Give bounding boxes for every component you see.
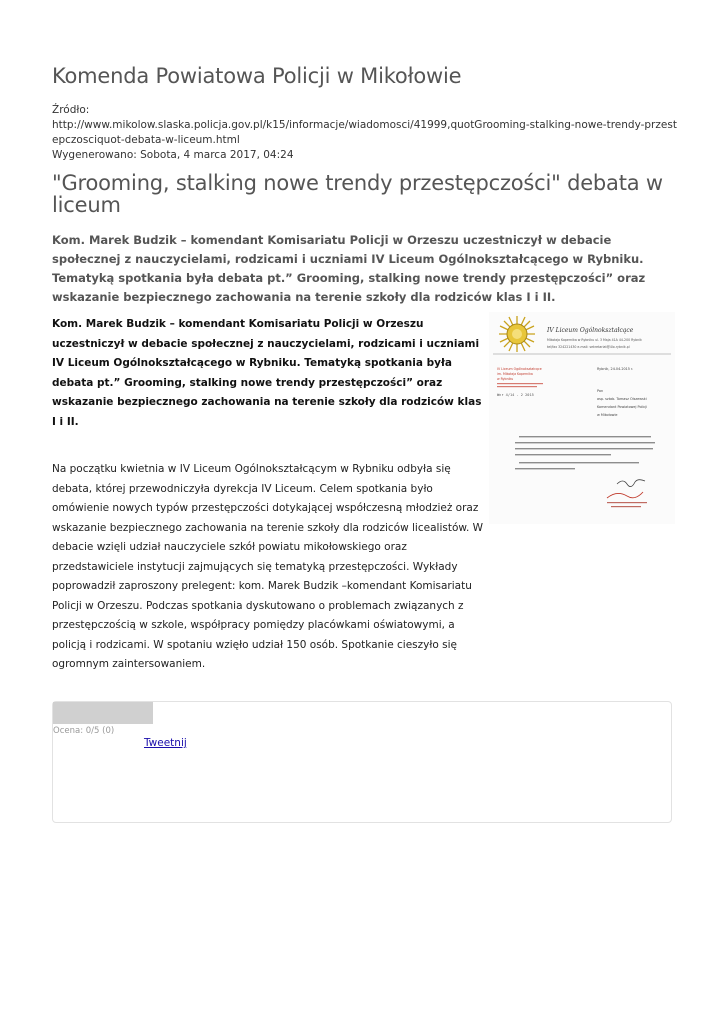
rating-stars-bar[interactable]: [53, 702, 153, 724]
school-contact: tel/fax 324221430 e-mail: sekretariat@4lo.rybnik.pl: [547, 345, 630, 349]
letter-date: Rybnik, 24.04.2015 r.: [597, 367, 634, 371]
addressee-line-2: asp. sztab. Tomasz Olszewski: [597, 397, 647, 401]
reference-number: Wnr 4/14 - 2 2015: [497, 393, 534, 397]
svg-text:im. Mikołaja Kopernika: im. Mikołaja Kopernika: [497, 372, 533, 376]
addressee-line-1: Pan: [597, 389, 604, 393]
letter-scan: [489, 312, 675, 524]
addressee-line-3: Komendant Powiatowej Policji: [597, 405, 648, 409]
school-address: Mikołaja Kopernika w Rybniku ul. 3 Maja 41A 44-200 Rybnik: [547, 338, 642, 342]
article-body: Na początku kwietnia w IV Liceum Ogólnokształcącym w Rybniku odbyła się debata, której przewodniczyła dyrekcja IV Liceum. Celem spotkania było omówienie nowych typów przestępczości dotykającej współczesną młodzież oraz wskazanie bezpiecznego zachowania na terenie szkoły dla rodziców licealistów. W debacie wzięli udział nauczyciele szkół powiatu mikołowskiego oraz przedstawiciele instytucji zajmujących się tematyką przestępczości. Wykłady poprowadził zaproszony prelegent: kom. Marek Budzik –komendant Komisariatu Policji w Orzeszu. Podczas spotkania dyskutowano o problemach związanych z przestępczością w szkole, współpracy pomiędzy placówkami oświatowymi, a policją i rodzicami. W spotaniu wzięło udział 150 osób. Spotkanie cieszyło się ogromnym zaintersowaniem.: [52, 463, 484, 670]
tweet-link[interactable]: Tweetnij: [144, 737, 187, 749]
article-title: "Grooming, stalking nowe trendy przestępczości" debata w liceum: [52, 171, 663, 217]
source-url: http://www.mikolow.slaska.policja.gov.pl/k15/informacje/wiadomosci/41999,quotGrooming-stalking-nowe-trendy-przestepczosciquot-debata-w-liceum.html: [52, 119, 677, 146]
article-lead: Kom. Marek Budzik – komendant Komisariatu Policji w Orzeszu uczestniczył w debacie społecznej z nauczycielami, rodzicami i uczniami IV Liceum Ogólnokształcącego w Rybniku. Tematyką spotkania była debata pt.” Grooming, stalking nowe trendy przestępczości” oraz wskazanie bezpiecznego zachowania na terenie szkoły dla rodziców klas I i II.: [52, 233, 646, 304]
source-label: Źródło:: [52, 104, 90, 116]
svg-text:IV Liceum Ogólnokształcące: IV Liceum Ogólnokształcące: [497, 367, 542, 371]
school-sun-logo: [499, 316, 535, 352]
source-meta: [52, 103, 677, 163]
rating-panel: [52, 701, 672, 823]
letter-image[interactable]: [489, 312, 675, 524]
svg-text:w Rybniku: w Rybniku: [497, 377, 514, 381]
addressee-line-4: w Mikołowie: [597, 413, 618, 417]
rating-text: Ocena: 0/5 (0): [53, 726, 115, 736]
generated-timestamp: Wygenerowano: Sobota, 4 marca 2017, 04:24: [52, 149, 294, 161]
school-name: IV Liceum Ogólnokształcące: [547, 327, 634, 334]
site-title: Komenda Powiatowa Policji w Mikołowie: [52, 64, 462, 88]
article-intro: Kom. Marek Budzik – komendant Komisariatu Policji w Orzeszu uczestniczył w debacie społecznej z nauczycielami, rodzicami i uczniami IV Liceum Ogólnokształcącego w Rybniku. Tematyką spotkania była debata pt.” Grooming, stalking nowe trendy przestępczości” oraz wskazanie bezpiecznego zachowania na terenie szkoły dla rodziców klas I i II.: [52, 318, 482, 428]
